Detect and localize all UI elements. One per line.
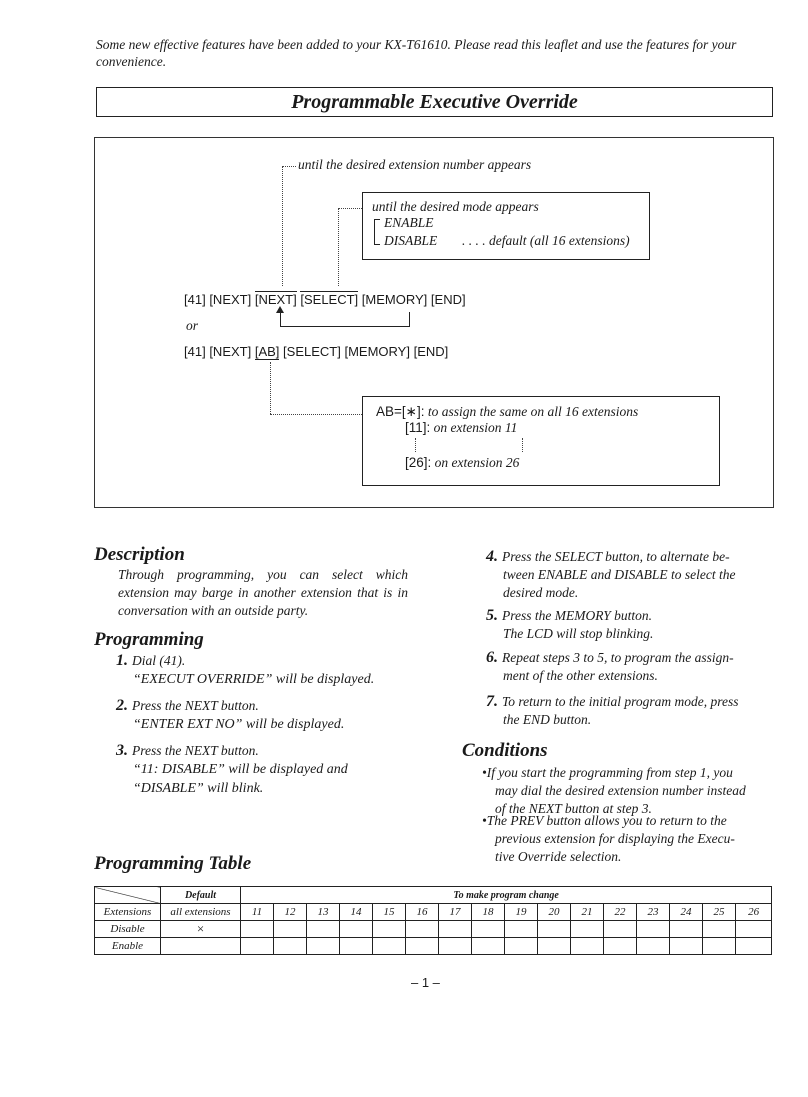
step-line: ment of the other extensions. <box>503 668 658 683</box>
extension-14: 14 <box>340 904 373 921</box>
table-cell <box>406 921 439 938</box>
key-end: [END] <box>413 344 449 359</box>
extension-12: 12 <box>274 904 307 921</box>
disable-option: DISABLE <box>384 233 438 248</box>
dotted-leader <box>270 414 362 415</box>
table-row <box>95 904 772 921</box>
table-cell <box>670 921 703 938</box>
condition-line: •The PREV button allows you to return to the <box>482 813 727 828</box>
table-cell <box>439 938 472 955</box>
step-5 <box>486 607 776 643</box>
table-cell <box>472 938 505 955</box>
condition-item-2 <box>482 812 777 866</box>
table-cell <box>505 921 538 938</box>
table-cell <box>538 938 571 955</box>
step-line: The LCD will stop blinking. <box>503 626 654 641</box>
extension-16: 16 <box>406 904 439 921</box>
step-4 <box>486 548 776 602</box>
table-cell <box>307 938 340 955</box>
condition-line: •If you start the programming from step 1, you <box>482 765 733 780</box>
ab-all-text: to assign the same on all 16 extensions <box>427 404 639 419</box>
table-cell <box>538 921 571 938</box>
change-header: To make program change <box>241 887 772 904</box>
intro-text: Some new effective features have been added to your KX-T61610. Please read this leaflet and use the features for your convenience. <box>96 37 737 69</box>
ab-ext11-key: [11]: <box>405 420 431 435</box>
key-41: [41] <box>184 292 206 307</box>
condition-item-1 <box>482 764 777 818</box>
table-cell <box>241 938 274 955</box>
extension-25: 25 <box>703 904 736 921</box>
step-1 <box>116 652 416 689</box>
bracket <box>374 219 380 245</box>
ab-ext26-row <box>405 455 519 471</box>
key-41: [41] <box>184 344 206 359</box>
ab-ext26-text: on extension 26 <box>434 455 520 470</box>
table-cell <box>340 921 373 938</box>
ab-ext11-text: on extension 11 <box>433 420 518 435</box>
step-line: “DISABLE” will blink. <box>133 781 264 796</box>
dotted-ellipsis <box>522 438 523 452</box>
key-next: [NEXT] <box>209 344 252 359</box>
table-cell <box>736 938 772 955</box>
extension-13: 13 <box>307 904 340 921</box>
step-line: Press the NEXT button. <box>132 743 259 758</box>
step-line: Press the NEXT button. <box>132 698 259 713</box>
corner-cell <box>95 887 161 904</box>
table-cell <box>670 938 703 955</box>
programming-table-heading: Programming Table <box>94 853 252 874</box>
step-number: 3. <box>116 742 128 759</box>
programming-table <box>94 886 772 955</box>
table-cell <box>241 921 274 938</box>
mode-note: until the desired mode appears <box>372 199 539 214</box>
extension-19: 19 <box>505 904 538 921</box>
table-header-row <box>95 887 772 904</box>
ab-all-row <box>376 404 638 420</box>
step-2 <box>116 697 416 734</box>
table-cell <box>161 938 241 955</box>
key-next: [NEXT] <box>209 292 252 307</box>
dotted-leader <box>338 208 362 209</box>
table-row <box>95 938 772 955</box>
ab-all-key: AB=[∗]: <box>376 404 425 419</box>
key-sequence-1 <box>184 292 466 307</box>
dotted-leader <box>282 166 296 167</box>
conditions-heading: Conditions <box>462 740 548 761</box>
step-line: the END button. <box>503 712 592 727</box>
default-note: . . . . default (all 16 extensions) <box>462 233 630 248</box>
key-ab: [AB] <box>254 344 280 359</box>
condition-line: previous extension for displaying the Execu- <box>495 831 735 846</box>
step-number: 1. <box>116 652 128 669</box>
enable-option: ENABLE <box>384 215 434 230</box>
step-line: Press the MEMORY button. <box>502 608 652 623</box>
programming-heading: Programming <box>94 629 204 650</box>
key-select: [SELECT] <box>300 292 359 307</box>
dotted-leader <box>282 166 283 286</box>
step-number: 7. <box>486 693 498 710</box>
step-number: 2. <box>116 697 128 714</box>
table-cell <box>307 921 340 938</box>
loop-line <box>409 312 410 326</box>
extension-23: 23 <box>637 904 670 921</box>
dotted-leader <box>338 208 339 286</box>
row-label: Extensions <box>95 904 161 921</box>
step-line: Press the SELECT button, to alternate be- <box>502 549 730 564</box>
dotted-ellipsis <box>415 438 416 452</box>
key-next: [NEXT] <box>254 292 297 307</box>
table-row <box>95 921 772 938</box>
condition-line: may dial the desired extension number instead <box>495 783 746 798</box>
step-line: “ENTER EXT NO” will be displayed. <box>133 717 345 732</box>
table-cell <box>406 938 439 955</box>
table-cell <box>571 938 604 955</box>
table-cell <box>637 921 670 938</box>
table-cell <box>571 921 604 938</box>
key-end: [END] <box>430 292 466 307</box>
default-value: all extensions <box>161 904 241 921</box>
title-bar <box>96 87 773 117</box>
condition-line: of the NEXT button at step 3. <box>495 801 652 816</box>
table-cell <box>439 921 472 938</box>
or-label: or <box>186 318 199 333</box>
description-text: Through programming, you can select which extension may barge in another extension that is in conversation with an outside party. <box>118 567 408 618</box>
extension-15: 15 <box>373 904 406 921</box>
table-cell <box>604 938 637 955</box>
row-label: Disable <box>95 921 161 938</box>
step-line: To return to the initial program mode, press <box>502 694 739 709</box>
ab-ext26-key: [26]: <box>405 455 432 470</box>
step-number: 4. <box>486 548 498 565</box>
extension-20: 20 <box>538 904 571 921</box>
step-line: “11: DISABLE” will be displayed and <box>133 762 348 777</box>
table-cell <box>373 921 406 938</box>
extension-24: 24 <box>670 904 703 921</box>
table-cell <box>472 921 505 938</box>
condition-line: tive Override selection. <box>495 849 622 864</box>
description-heading: Description <box>94 544 185 565</box>
loop-line <box>280 312 281 326</box>
table-cell <box>274 938 307 955</box>
page-title: Programmable Executive Override <box>291 90 578 113</box>
table-cell <box>736 921 772 938</box>
step-line: desired mode. <box>503 585 579 600</box>
ab-ext11-row <box>405 420 517 436</box>
step-number: 6. <box>486 649 498 666</box>
page-number: – 1 – <box>411 975 440 990</box>
extension-22: 22 <box>604 904 637 921</box>
table-cell <box>274 921 307 938</box>
extension-21: 21 <box>571 904 604 921</box>
step-line: Repeat steps 3 to 5, to program the assign- <box>502 650 734 665</box>
loop-line <box>280 326 410 327</box>
key-memory: [MEMORY] <box>344 344 410 359</box>
row-label: Enable <box>95 938 161 955</box>
table-cell <box>505 938 538 955</box>
extension-note: until the desired extension number appears <box>298 157 532 172</box>
step-line: Dial (41). <box>132 653 186 668</box>
step-number: 5. <box>486 607 498 624</box>
default-mark: × <box>161 921 241 938</box>
table-cell <box>703 921 736 938</box>
extension-17: 17 <box>439 904 472 921</box>
table-cell <box>340 938 373 955</box>
table-cell <box>637 938 670 955</box>
step-line: “EXECUT OVERRIDE” will be displayed. <box>133 672 375 687</box>
step-6 <box>486 649 776 685</box>
extension-11: 11 <box>241 904 274 921</box>
table-cell <box>703 938 736 955</box>
arrow-up-icon <box>276 306 284 313</box>
key-memory: [MEMORY] <box>361 292 428 307</box>
step-line: tween ENABLE and DISABLE to select the <box>503 567 736 582</box>
step-3 <box>116 742 416 798</box>
table-cell <box>604 921 637 938</box>
extension-26: 26 <box>736 904 772 921</box>
step-7 <box>486 693 776 729</box>
dotted-leader <box>270 362 271 414</box>
key-select: [SELECT] <box>283 344 341 359</box>
key-sequence-2 <box>184 344 448 359</box>
extension-18: 18 <box>472 904 505 921</box>
table-cell <box>373 938 406 955</box>
default-header: Default <box>161 887 241 904</box>
